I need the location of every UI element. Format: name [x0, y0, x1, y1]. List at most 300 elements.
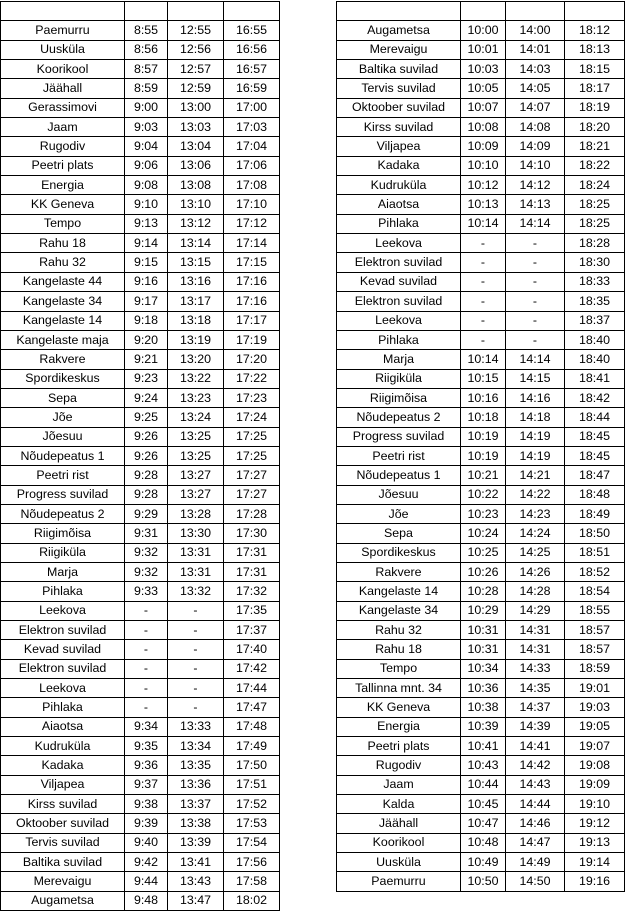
stop-name-cell: Marja	[337, 350, 461, 369]
stop-name-cell: Kudruküla	[1, 737, 125, 756]
departure-time-2-cell: 12:55	[168, 21, 224, 40]
departure-time-2-cell: 13:14	[168, 234, 224, 253]
departure-time-3-cell: 17:16	[224, 272, 280, 291]
table-row	[337, 659, 625, 678]
table-row	[1, 79, 280, 98]
departure-time-2-cell: 14:13	[506, 195, 565, 214]
stop-name-cell: Riigiküla	[1, 543, 125, 562]
departure-time-3-cell: 18:55	[565, 601, 625, 620]
stop-name-cell: Tempo	[337, 659, 461, 678]
departure-time-3-cell: 17:19	[224, 330, 280, 349]
departure-time-2-cell: 14:09	[506, 137, 565, 156]
departure-time-2-cell: 12:57	[168, 60, 224, 79]
departure-time-3-cell: 18:49	[565, 504, 625, 523]
departure-time-1-cell: 10:15	[461, 369, 506, 388]
table-row	[1, 562, 280, 581]
departure-time-2-cell: 14:44	[506, 795, 565, 814]
departure-time-1-cell: 9:08	[125, 176, 168, 195]
departure-time-1-cell: 9:33	[125, 582, 168, 601]
departure-time-2-cell: 14:31	[506, 640, 565, 659]
departure-time-2-cell: 12:59	[168, 79, 224, 98]
table-row	[337, 118, 625, 137]
departure-time-3-cell: 18:02	[224, 891, 280, 910]
departure-time-2-cell: 13:35	[168, 756, 224, 775]
departure-time-2-cell: 13:08	[168, 176, 224, 195]
departure-time-2-cell: 13:04	[168, 137, 224, 156]
departure-time-1-cell: 10:00	[461, 21, 506, 40]
stop-name-cell: Kangelaste 44	[1, 272, 125, 291]
departure-time-1-cell: -	[125, 679, 168, 698]
stop-name-cell: Progress suvilad	[337, 427, 461, 446]
table-row	[337, 427, 625, 446]
departure-time-1-cell: 9:48	[125, 891, 168, 910]
table-row	[1, 60, 280, 79]
departure-time-3-cell: 19:12	[565, 814, 625, 833]
departure-time-2-cell: 14:16	[506, 388, 565, 407]
stop-name-cell: Marja	[1, 562, 125, 581]
departure-time-1-cell: 10:50	[461, 872, 506, 891]
table-row	[1, 330, 280, 349]
stop-name-cell: Kevad suvilad	[337, 272, 461, 291]
departure-time-3-cell: 17:44	[224, 679, 280, 698]
table-row	[1, 369, 280, 388]
departure-time-1-cell: 10:14	[461, 350, 506, 369]
stop-name-cell: Rakvere	[337, 562, 461, 581]
departure-time-2-cell: 13:24	[168, 408, 224, 427]
stop-name-cell: Energia	[1, 176, 125, 195]
table-row	[1, 234, 280, 253]
departure-time-1-cell: 10:36	[461, 679, 506, 698]
departure-time-1-cell: 9:18	[125, 311, 168, 330]
departure-time-1-cell: 9:24	[125, 388, 168, 407]
departure-time-3-cell: 18:15	[565, 60, 625, 79]
departure-time-3-cell: 17:23	[224, 388, 280, 407]
departure-time-1-cell: 10:21	[461, 466, 506, 485]
departure-time-3-cell: 18:51	[565, 543, 625, 562]
departure-time-3-cell: 17:17	[224, 311, 280, 330]
table-row	[337, 601, 625, 620]
departure-time-1-cell: 9:40	[125, 833, 168, 852]
table-row	[1, 446, 280, 465]
stop-name-cell: Oktoober suvilad	[337, 98, 461, 117]
table-row	[337, 466, 625, 485]
departure-time-1-cell: 10:22	[461, 485, 506, 504]
departure-time-1-cell: 10:44	[461, 775, 506, 794]
stop-name-cell: Jäähall	[337, 814, 461, 833]
departure-time-2-cell: 13:25	[168, 446, 224, 465]
stop-name-cell: Peetri plats	[1, 156, 125, 175]
departure-time-2-cell: 13:31	[168, 562, 224, 581]
departure-time-2-cell: 13:34	[168, 737, 224, 756]
departure-time-3-cell: 16:59	[224, 79, 280, 98]
table-row	[337, 543, 625, 562]
table-row	[1, 214, 280, 233]
table-row	[337, 408, 625, 427]
departure-time-1-cell: 9:39	[125, 814, 168, 833]
table-row	[337, 582, 625, 601]
departure-time-1-cell: 9:03	[125, 118, 168, 137]
departure-time-2-cell: 14:29	[506, 601, 565, 620]
departure-time-1-cell: 10:13	[461, 195, 506, 214]
departure-time-2-cell: 13:47	[168, 891, 224, 910]
stop-name-cell: Rugodiv	[1, 137, 125, 156]
departure-time-1-cell: 9:14	[125, 234, 168, 253]
departure-time-3-cell: 18:25	[565, 195, 625, 214]
departure-time-2-cell: 13:27	[168, 485, 224, 504]
table-row	[1, 388, 280, 407]
departure-time-2-cell: 14:05	[506, 79, 565, 98]
departure-time-1-cell: 8:55	[125, 21, 168, 40]
stop-name-cell: Elektron suvilad	[1, 659, 125, 678]
table-row	[337, 21, 625, 40]
departure-time-2-cell: 14:12	[506, 176, 565, 195]
departure-time-1-cell: 9:04	[125, 137, 168, 156]
departure-time-1-cell: 10:07	[461, 98, 506, 117]
table-row	[337, 775, 625, 794]
table-row	[337, 176, 625, 195]
departure-time-3-cell: 17:03	[224, 118, 280, 137]
departure-time-3-cell: 17:48	[224, 717, 280, 736]
stop-name-cell: Spordikeskus	[337, 543, 461, 562]
table-row	[1, 679, 280, 698]
departure-time-1-cell: -	[461, 272, 506, 291]
departure-time-3-cell: 17:37	[224, 621, 280, 640]
stop-name-cell: Leekova	[337, 311, 461, 330]
departure-time-3-cell: 17:25	[224, 446, 280, 465]
departure-time-2-cell: 13:36	[168, 775, 224, 794]
stop-name-cell: Augametsa	[1, 891, 125, 910]
departure-time-3-cell: 17:15	[224, 253, 280, 272]
stop-name-cell: Riigimõisa	[337, 388, 461, 407]
departure-time-3-cell: 18:57	[565, 640, 625, 659]
stop-name-cell: Elektron suvilad	[337, 253, 461, 272]
departure-time-1-cell: 9:36	[125, 756, 168, 775]
departure-time-2-cell: 13:27	[168, 466, 224, 485]
departure-time-2-cell: -	[168, 601, 224, 620]
departure-time-2-cell: 14:25	[506, 543, 565, 562]
table-row	[337, 524, 625, 543]
stop-name-cell: Elektron suvilad	[1, 621, 125, 640]
stop-name-cell: Rahu 32	[337, 621, 461, 640]
table-row	[337, 195, 625, 214]
departure-time-2-cell: -	[168, 621, 224, 640]
table-row	[1, 466, 280, 485]
departure-time-2-cell: 13:32	[168, 582, 224, 601]
table-row	[337, 737, 625, 756]
departure-time-1-cell: -	[461, 253, 506, 272]
table-row	[337, 350, 625, 369]
departure-time-2-cell: 13:23	[168, 388, 224, 407]
departure-time-1-cell: 9:31	[125, 524, 168, 543]
table-row	[1, 640, 280, 659]
stop-name-cell: Riigimõisa	[1, 524, 125, 543]
table-row	[1, 427, 280, 446]
departure-time-2-cell: 14:42	[506, 756, 565, 775]
departure-time-2-cell: 14:18	[506, 408, 565, 427]
stop-name-cell: Jäähall	[1, 79, 125, 98]
departure-time-3-cell: 17:27	[224, 485, 280, 504]
departure-time-3-cell: 17:24	[224, 408, 280, 427]
table-row	[1, 485, 280, 504]
stop-name-cell: Kalda	[337, 795, 461, 814]
departure-time-2-cell: -	[168, 679, 224, 698]
departure-time-2-cell: -	[168, 698, 224, 717]
departure-time-2-cell: 14:24	[506, 524, 565, 543]
departure-time-1-cell: 9:29	[125, 504, 168, 523]
table-header-row	[337, 2, 625, 21]
departure-time-3-cell: 18:47	[565, 466, 625, 485]
stop-name-cell: Tervis suvilad	[337, 79, 461, 98]
departure-time-3-cell: 18:33	[565, 272, 625, 291]
departure-time-2-cell: 13:19	[168, 330, 224, 349]
departure-time-3-cell: 19:05	[565, 717, 625, 736]
departure-time-3-cell: 17:25	[224, 427, 280, 446]
stop-name-cell: Kangelaste 14	[1, 311, 125, 330]
table-row	[337, 60, 625, 79]
table-row	[1, 350, 280, 369]
stop-name-cell: Viljapea	[1, 775, 125, 794]
departure-time-3-cell: 18:40	[565, 350, 625, 369]
departure-time-3-cell: 18:19	[565, 98, 625, 117]
departure-time-2-cell: 14:03	[506, 60, 565, 79]
departure-time-1-cell: 9:37	[125, 775, 168, 794]
departure-time-1-cell: 10:29	[461, 601, 506, 620]
departure-time-1-cell: 10:31	[461, 640, 506, 659]
departure-time-1-cell: 9:38	[125, 795, 168, 814]
departure-time-2-cell: 13:25	[168, 427, 224, 446]
stop-name-cell: Rahu 32	[1, 253, 125, 272]
departure-time-3-cell: 19:16	[565, 872, 625, 891]
departure-time-3-cell: 18:54	[565, 582, 625, 601]
departure-time-1-cell: 10:09	[461, 137, 506, 156]
table-row	[337, 311, 625, 330]
departure-time-2-cell: 13:06	[168, 156, 224, 175]
departure-time-2-cell: 13:20	[168, 350, 224, 369]
departure-time-1-cell: 10:03	[461, 60, 506, 79]
stop-name-cell: Kangelaste 34	[1, 292, 125, 311]
table-row	[337, 98, 625, 117]
departure-time-2-cell: 12:56	[168, 40, 224, 59]
table-row	[1, 272, 280, 291]
departure-time-3-cell: 18:48	[565, 485, 625, 504]
departure-time-1-cell: 9:20	[125, 330, 168, 349]
departure-time-1-cell: 10:45	[461, 795, 506, 814]
stop-name-cell: Leekova	[1, 601, 125, 620]
stop-name-cell: Gerassimovi	[1, 98, 125, 117]
departure-time-2-cell: 14:22	[506, 485, 565, 504]
stop-name-cell: Viljapea	[337, 137, 461, 156]
departure-time-1-cell: 9:32	[125, 562, 168, 581]
departure-time-3-cell: 18:21	[565, 137, 625, 156]
departure-time-1-cell: 10:16	[461, 388, 506, 407]
departure-time-1-cell: 10:05	[461, 79, 506, 98]
departure-time-2-cell: 13:33	[168, 717, 224, 736]
departure-time-1-cell: 9:26	[125, 446, 168, 465]
departure-time-2-cell: -	[506, 253, 565, 272]
stop-name-cell: Merevaigu	[1, 872, 125, 891]
departure-time-1-cell: 9:28	[125, 466, 168, 485]
departure-time-3-cell: 19:08	[565, 756, 625, 775]
stop-name-cell: Energia	[337, 717, 461, 736]
departure-time-3-cell: 16:56	[224, 40, 280, 59]
table-row	[337, 717, 625, 736]
departure-time-2-cell: 14:49	[506, 853, 565, 872]
departure-time-3-cell: 18:52	[565, 562, 625, 581]
departure-time-3-cell: 17:56	[224, 853, 280, 872]
departure-time-1-cell: 10:01	[461, 40, 506, 59]
departure-time-2-cell: 14:39	[506, 717, 565, 736]
stop-name-cell: Kirss suvilad	[1, 795, 125, 814]
stop-name-cell: Paemurru	[337, 872, 461, 891]
table-row	[1, 659, 280, 678]
departure-time-3-cell: 18:41	[565, 369, 625, 388]
table-row	[337, 253, 625, 272]
table-row	[1, 195, 280, 214]
departure-time-2-cell: 13:15	[168, 253, 224, 272]
stop-name-cell: Jõesuu	[1, 427, 125, 446]
departure-time-2-cell: 14:23	[506, 504, 565, 523]
departure-time-1-cell: 10:19	[461, 427, 506, 446]
table-row	[1, 21, 280, 40]
departure-time-2-cell: 14:14	[506, 350, 565, 369]
departure-time-3-cell: 18:45	[565, 427, 625, 446]
departure-time-2-cell: 13:39	[168, 833, 224, 852]
departure-time-2-cell: -	[506, 272, 565, 291]
departure-time-2-cell: 13:03	[168, 118, 224, 137]
departure-time-3-cell: 16:55	[224, 21, 280, 40]
header-cell	[506, 2, 565, 21]
departure-time-3-cell: 19:13	[565, 833, 625, 852]
departure-time-3-cell: 19:03	[565, 698, 625, 717]
stop-name-cell: Peetri rist	[1, 466, 125, 485]
departure-time-3-cell: 16:57	[224, 60, 280, 79]
departure-time-2-cell: -	[168, 640, 224, 659]
departure-time-1-cell: 10:28	[461, 582, 506, 601]
departure-time-2-cell: -	[506, 292, 565, 311]
departure-time-2-cell: 14:21	[506, 466, 565, 485]
table-row	[1, 872, 280, 891]
departure-time-1-cell: 10:49	[461, 853, 506, 872]
stop-name-cell: Riigiküla	[337, 369, 461, 388]
departure-time-1-cell: 10:31	[461, 621, 506, 640]
stop-name-cell: Kevad suvilad	[1, 640, 125, 659]
stop-name-cell: KK Geneva	[337, 698, 461, 717]
stop-name-cell: Jõe	[337, 504, 461, 523]
stop-name-cell: Kangelaste maja	[1, 330, 125, 349]
stop-name-cell: Baltika suvilad	[337, 60, 461, 79]
table-row	[337, 234, 625, 253]
departure-time-1-cell: 10:12	[461, 176, 506, 195]
departure-time-3-cell: 17:31	[224, 543, 280, 562]
stop-name-cell: Pihlaka	[337, 330, 461, 349]
departure-time-3-cell: 17:22	[224, 369, 280, 388]
stop-name-cell: Jaam	[1, 118, 125, 137]
departure-time-1-cell: 10:25	[461, 543, 506, 562]
stop-name-cell: Rakvere	[1, 350, 125, 369]
departure-time-1-cell: 10:26	[461, 562, 506, 581]
departure-time-2-cell: 14:43	[506, 775, 565, 794]
stop-name-cell: Jaam	[337, 775, 461, 794]
table-row	[337, 833, 625, 852]
table-row	[1, 118, 280, 137]
header-cell	[125, 2, 168, 21]
departure-time-3-cell: 17:49	[224, 737, 280, 756]
table-header-row	[1, 2, 280, 21]
departure-time-3-cell: 17:54	[224, 833, 280, 852]
header-cell	[1, 2, 125, 21]
departure-time-1-cell: 9:34	[125, 717, 168, 736]
timetable-outbound	[0, 1, 280, 911]
table-row	[337, 562, 625, 581]
departure-time-2-cell: 13:12	[168, 214, 224, 233]
departure-time-1-cell: 9:17	[125, 292, 168, 311]
departure-time-3-cell: 18:37	[565, 311, 625, 330]
departure-time-1-cell: 8:57	[125, 60, 168, 79]
stop-name-cell: Kadaka	[337, 156, 461, 175]
stop-name-cell: Jõesuu	[337, 485, 461, 504]
departure-time-3-cell: 17:06	[224, 156, 280, 175]
departure-time-3-cell: 17:52	[224, 795, 280, 814]
table-row	[1, 543, 280, 562]
table-row	[337, 872, 625, 891]
departure-time-2-cell: 14:07	[506, 98, 565, 117]
stop-name-cell: Koorikool	[1, 60, 125, 79]
departure-time-2-cell: 14:01	[506, 40, 565, 59]
departure-time-1-cell: 9:10	[125, 195, 168, 214]
table-row	[1, 137, 280, 156]
departure-time-1-cell: -	[461, 234, 506, 253]
table-row	[1, 795, 280, 814]
stop-name-cell: Jõe	[1, 408, 125, 427]
departure-time-1-cell: 10:08	[461, 118, 506, 137]
stop-name-cell: Leekova	[337, 234, 461, 253]
header-cell	[168, 2, 224, 21]
departure-time-1-cell: 9:26	[125, 427, 168, 446]
stop-name-cell: Nõudepeatus 2	[337, 408, 461, 427]
table-row	[337, 137, 625, 156]
stop-name-cell: Leekova	[1, 679, 125, 698]
departure-time-1-cell: 10:47	[461, 814, 506, 833]
table-row	[1, 853, 280, 872]
departure-time-1-cell: 9:25	[125, 408, 168, 427]
departure-time-2-cell: -	[168, 659, 224, 678]
departure-time-3-cell: 19:07	[565, 737, 625, 756]
departure-time-2-cell: 13:30	[168, 524, 224, 543]
table-row	[337, 156, 625, 175]
table-row	[337, 79, 625, 98]
departure-time-3-cell: 18:28	[565, 234, 625, 253]
table-row	[1, 775, 280, 794]
table-row	[337, 795, 625, 814]
departure-time-2-cell: 14:33	[506, 659, 565, 678]
departure-time-2-cell: 13:17	[168, 292, 224, 311]
departure-time-3-cell: 17:10	[224, 195, 280, 214]
departure-time-1-cell: 10:34	[461, 659, 506, 678]
departure-time-1-cell: 9:44	[125, 872, 168, 891]
departure-time-2-cell: 13:18	[168, 311, 224, 330]
departure-time-3-cell: 17:58	[224, 872, 280, 891]
table-row	[337, 330, 625, 349]
departure-time-3-cell: 17:32	[224, 582, 280, 601]
departure-time-2-cell: 13:41	[168, 853, 224, 872]
table-row	[337, 446, 625, 465]
table-row	[1, 292, 280, 311]
departure-time-1-cell: 10:38	[461, 698, 506, 717]
departure-time-1-cell: -	[461, 292, 506, 311]
stop-name-cell: Nõudepeatus 1	[337, 466, 461, 485]
table-row	[1, 698, 280, 717]
table-row	[1, 176, 280, 195]
